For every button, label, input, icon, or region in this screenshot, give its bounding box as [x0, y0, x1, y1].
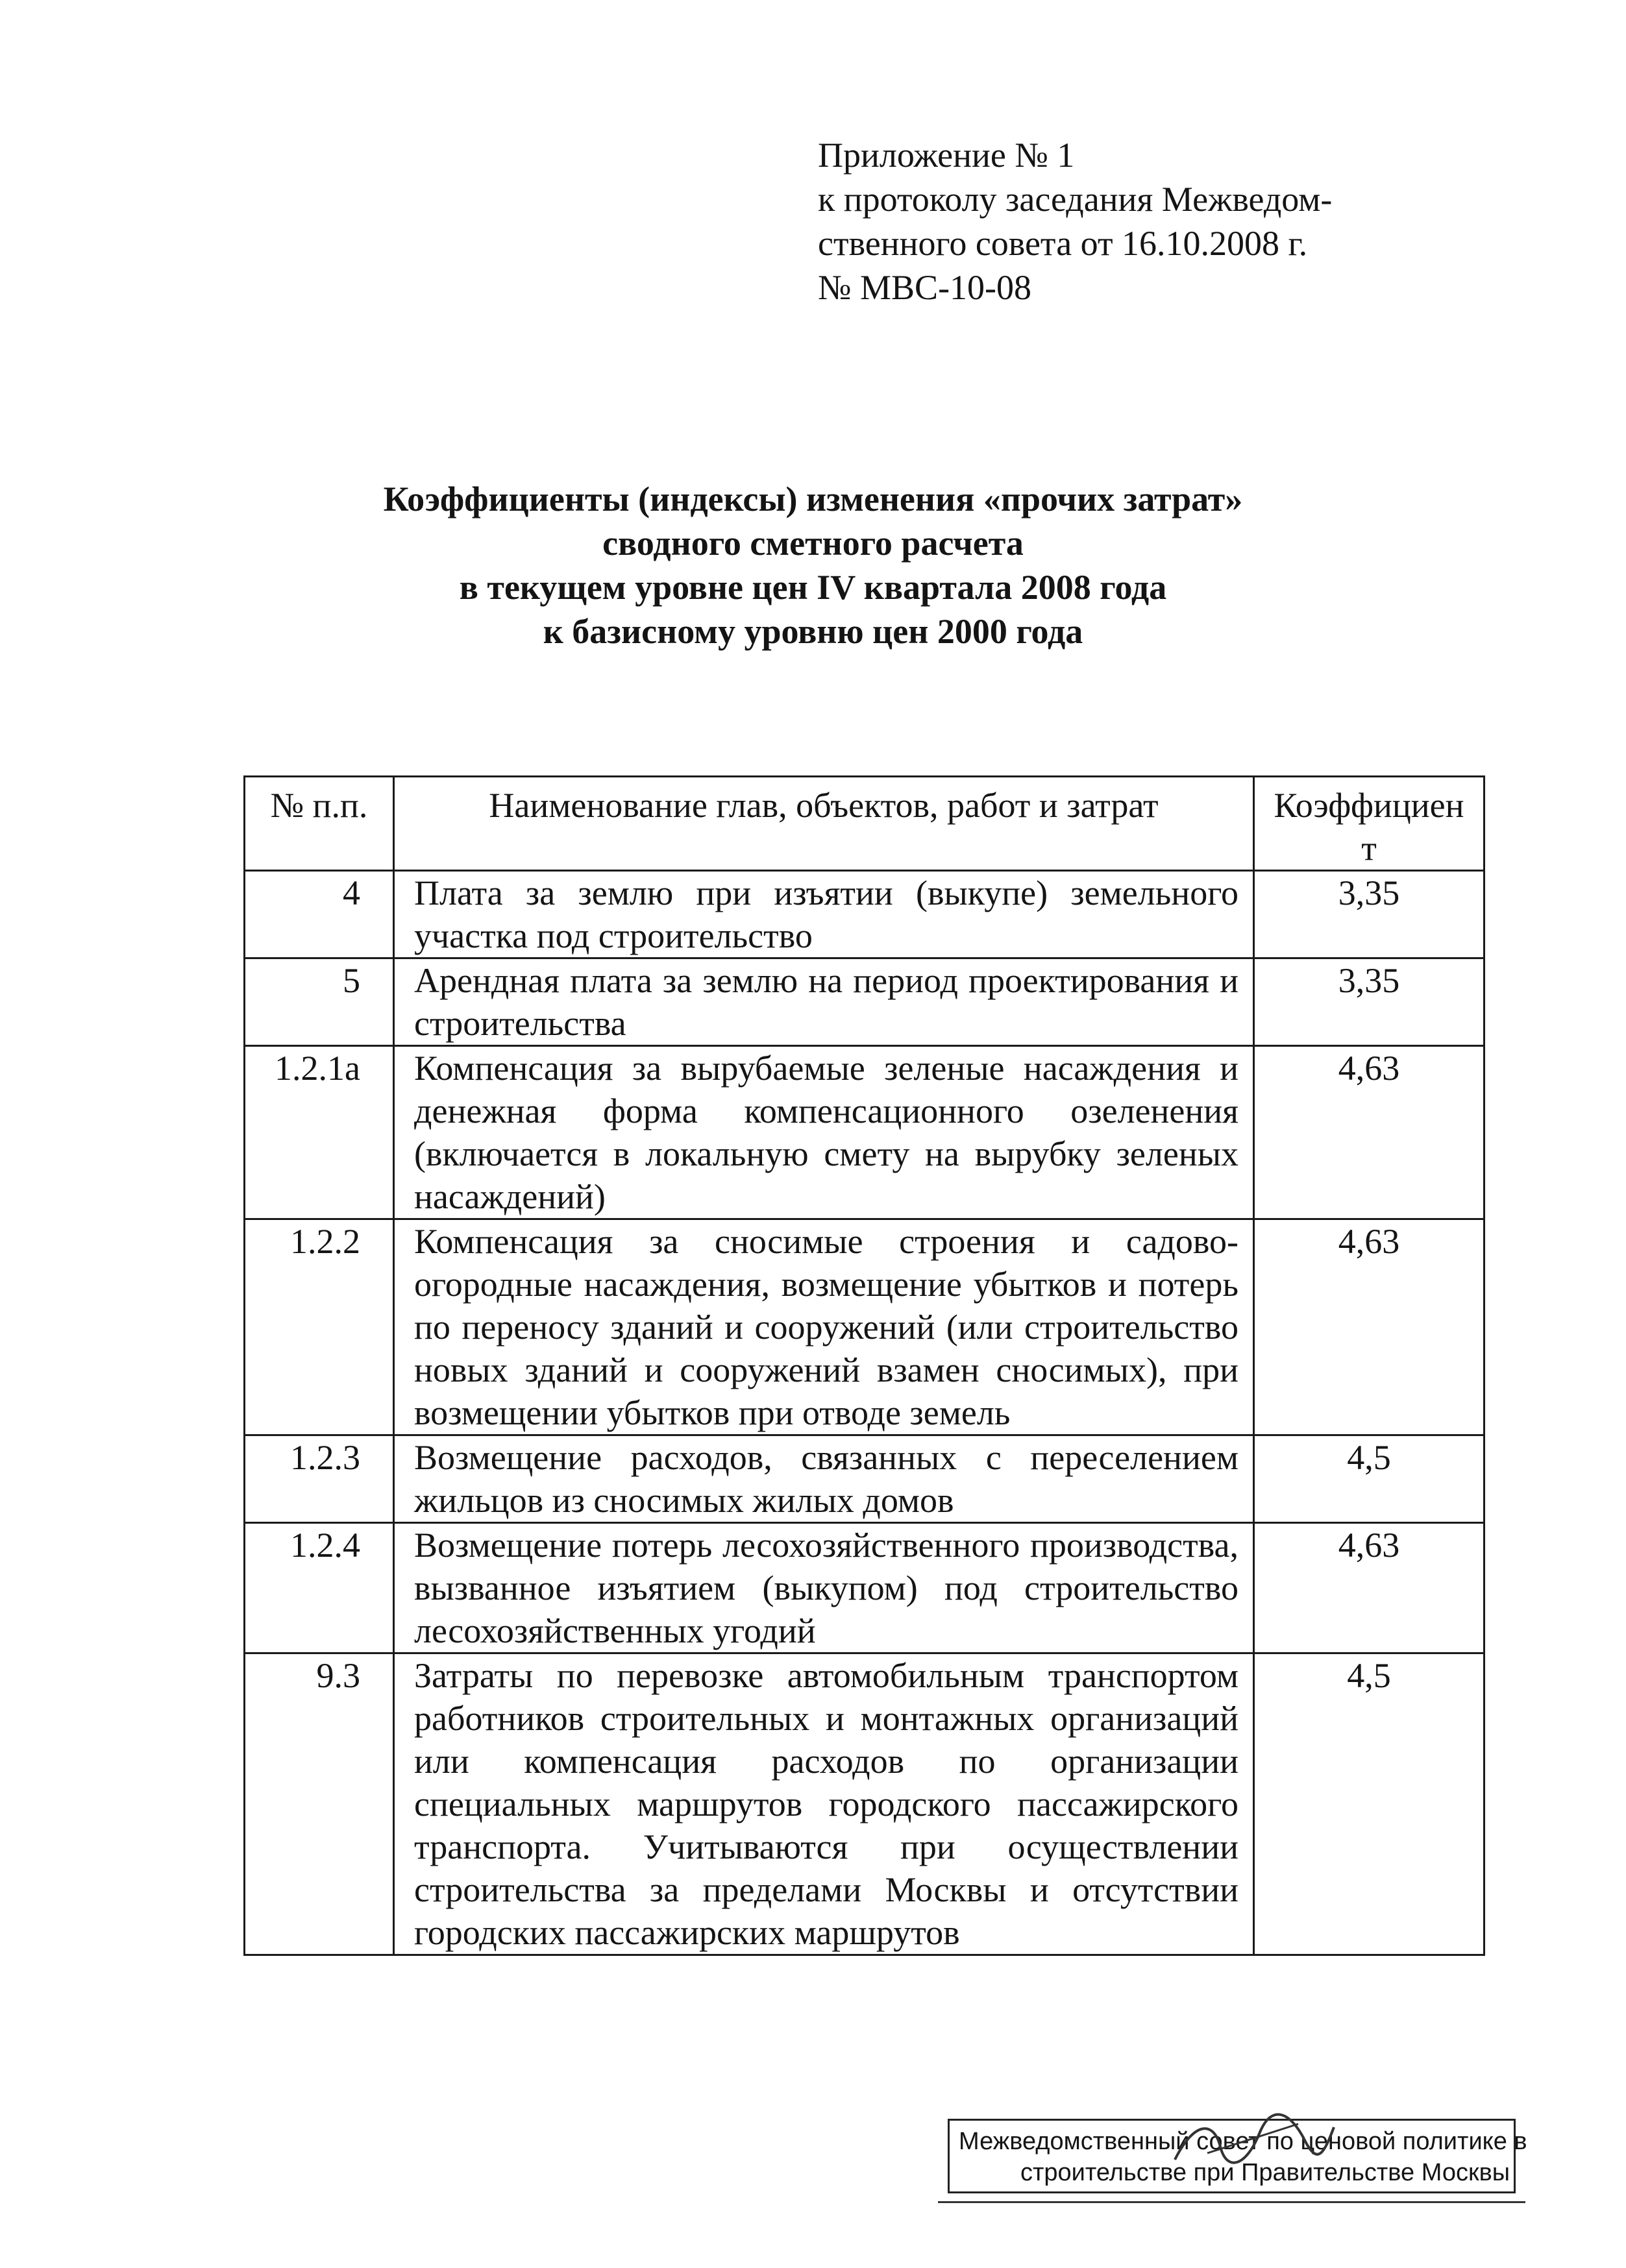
stamp-line-2: строительстве при Правительстве Москвы — [1020, 2159, 1510, 2186]
row-name: Арендная плата за землю на период проектирования и строительства — [394, 958, 1254, 1046]
row-num: 5 — [245, 958, 394, 1046]
row-num: 1.2.4 — [245, 1523, 394, 1653]
row-name: Компенсация за вырубаемые зеленые насаждения и денежная форма компенсационного озеленения (включается в локальную смету на вырубку зеленых насаждений) — [394, 1046, 1254, 1219]
signature-mark — [1168, 2108, 1337, 2173]
row-name: Плата за землю при изъятии (выкупе) земельного участка под строительство — [394, 871, 1254, 958]
title-line-4: к базисному уровню цен 2000 года — [543, 612, 1083, 651]
stamp-line-1: Межведомственный совет по ценовой политике в — [959, 2128, 1527, 2155]
title-line-3: в текущем уровне цен IV квартала 2008 года — [459, 568, 1167, 607]
table-row — [245, 871, 1484, 958]
document-title — [130, 477, 1496, 653]
table-row — [245, 1046, 1484, 1219]
table-row — [245, 1523, 1484, 1653]
row-value: 4,5 — [1254, 1653, 1484, 1955]
row-name: Компенсация за сносимые строения и садово-огородные насаждения, возмещение убытков и потерь по переносу зданий и сооружений (или строительство новых зданий и сооружений взамен сносимых), при возмещении убытков при отводе земель — [394, 1219, 1254, 1435]
table-row — [245, 1653, 1484, 1955]
stamp-underline — [938, 2201, 1525, 2203]
header-name: Наименование глав, объектов, работ и затрат — [394, 777, 1254, 871]
title-line-1: Коэффициенты (индексы) изменения «прочих затрат» — [383, 480, 1243, 518]
appendix-line-3: ственного совета от 16.10.2008 г. — [818, 224, 1308, 263]
row-num: 1.2.1а — [245, 1046, 394, 1219]
row-value: 4,63 — [1254, 1219, 1484, 1435]
row-value: 4,5 — [1254, 1435, 1484, 1523]
title-line-2: сводного сметного расчета — [602, 524, 1024, 563]
header-coefficient — [1254, 777, 1484, 871]
header-coefficient-part2: т — [1361, 829, 1377, 868]
header-num: № п.п. — [245, 777, 394, 871]
table-row — [245, 1219, 1484, 1435]
row-value: 4,63 — [1254, 1523, 1484, 1653]
appendix-line-1: Приложение № 1 — [818, 136, 1075, 175]
row-value: 4,63 — [1254, 1046, 1484, 1219]
table-header-row — [245, 777, 1484, 871]
row-num: 1.2.2 — [245, 1219, 394, 1435]
coefficients-table — [243, 775, 1485, 1956]
row-name: Возмещение потерь лесохозяйственного производства, вызванное изъятием (выкупом) под строительство лесохозяйственных угодий — [394, 1523, 1254, 1653]
row-num: 9.3 — [245, 1653, 394, 1955]
appendix-header — [818, 133, 1467, 310]
table-row — [245, 958, 1484, 1046]
table-row — [245, 1435, 1484, 1523]
row-name: Затраты по перевозке автомобильным транспортом работников строительных и монтажных организаций или компенсация расходов по организации специальных маршрутов городского пассажирского транспорта. Учитываются при осуществлении строительства за пределами Москвы и отсутствии городских пассажирских маршрутов — [394, 1653, 1254, 1955]
row-name: Возмещение расходов, связанных с переселением жильцов из сносимых жилых домов — [394, 1435, 1254, 1523]
appendix-line-4: № МВС-10-08 — [818, 268, 1032, 307]
row-num: 4 — [245, 871, 394, 958]
row-value: 3,35 — [1254, 958, 1484, 1046]
header-coefficient-part1: Коэффициен — [1274, 786, 1464, 825]
row-num: 1.2.3 — [245, 1435, 394, 1523]
appendix-line-2: к протоколу заседания Межведом- — [818, 180, 1333, 219]
row-value: 3,35 — [1254, 871, 1484, 958]
